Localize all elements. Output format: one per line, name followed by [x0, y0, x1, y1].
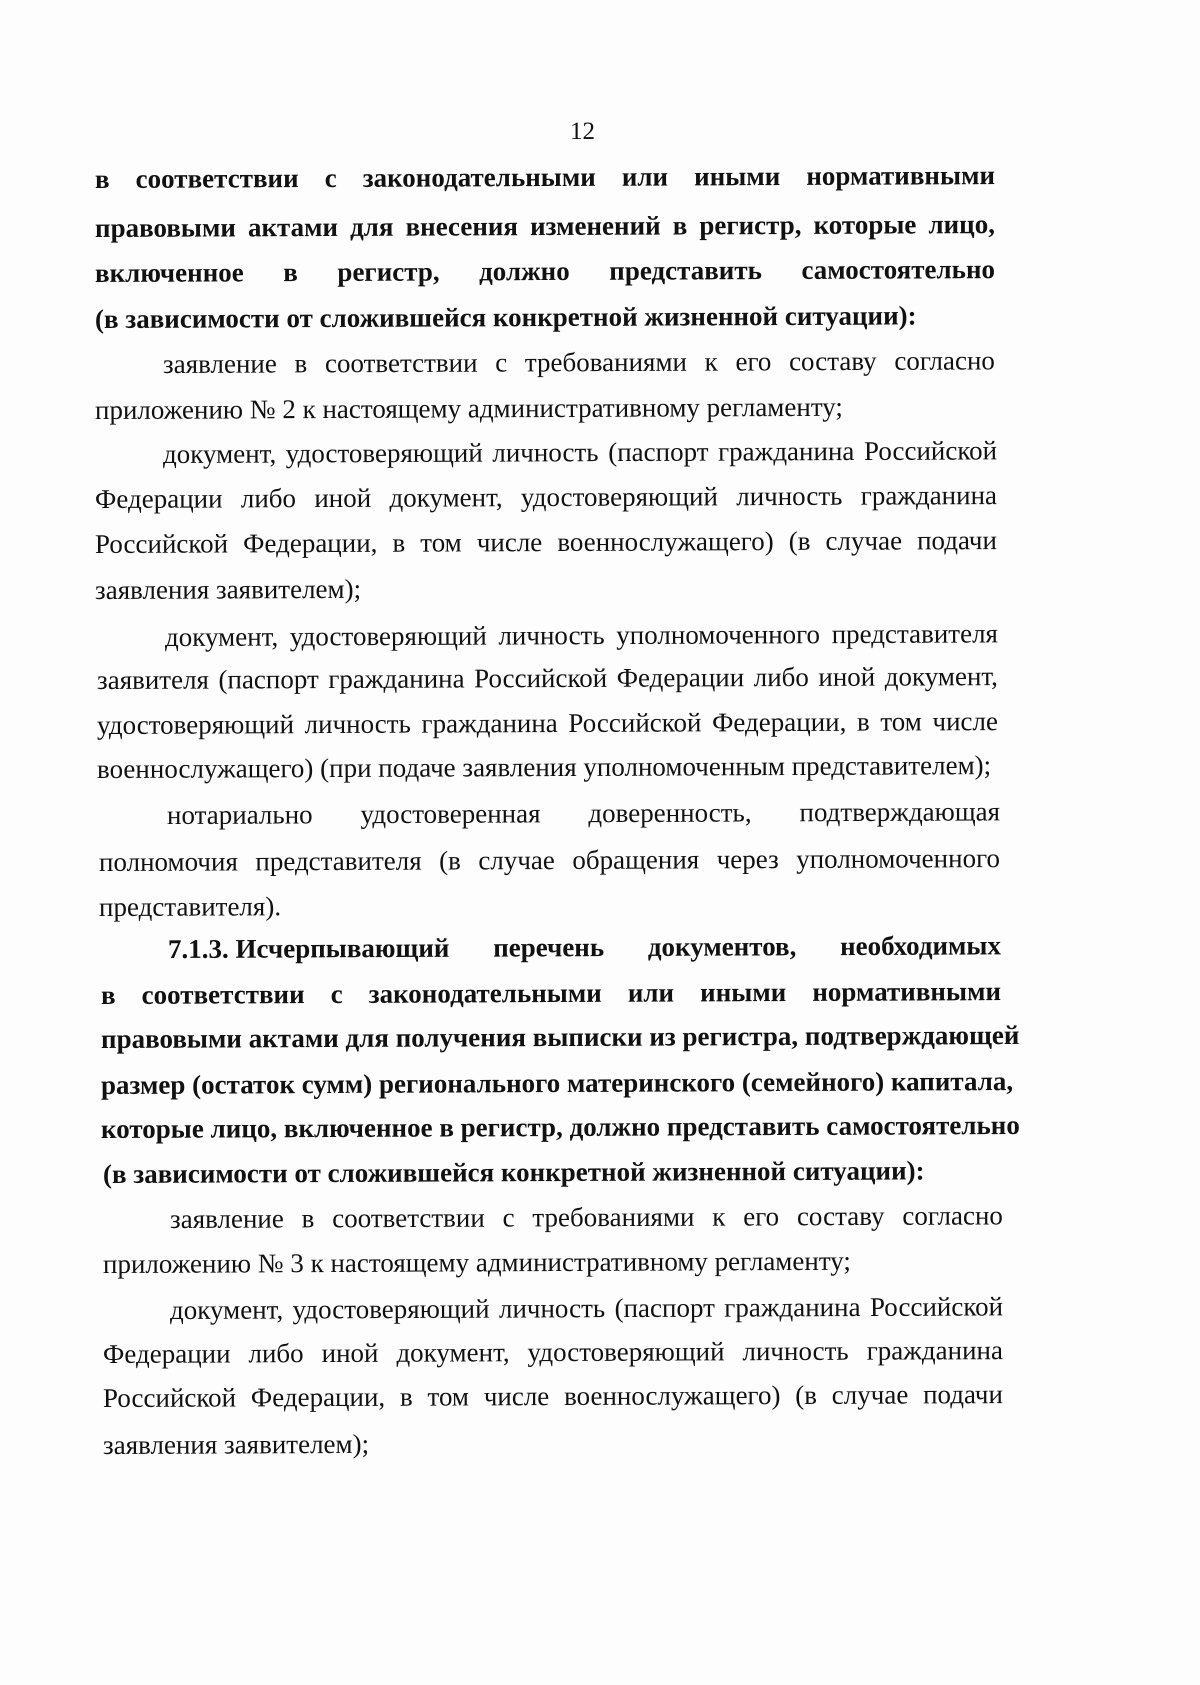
word: документ, — [169, 1294, 284, 1325]
word: лицо, — [928, 209, 995, 240]
word: включенное — [94, 257, 244, 288]
word: нормативными — [806, 160, 996, 191]
word: к — [704, 346, 718, 377]
word: удостоверяющий — [285, 437, 483, 469]
word: том — [427, 1381, 470, 1412]
word: 7.1.3. Исчерпывающий — [167, 932, 450, 964]
word: законодательными — [362, 161, 596, 193]
word: в — [100, 979, 116, 1010]
word: доверенность, — [588, 797, 752, 829]
word: гражданина — [328, 663, 465, 694]
word: гражданина — [724, 1291, 861, 1323]
word: личность — [304, 708, 411, 740]
word: регистр, — [337, 256, 440, 287]
word: перечень — [493, 932, 605, 963]
word: актами — [247, 211, 339, 243]
word: иной — [321, 1337, 379, 1369]
word: к — [712, 1201, 726, 1232]
word: соответствии — [324, 347, 478, 379]
word: Российской — [869, 1291, 1004, 1322]
text-line: заявления заявителем); — [102, 1428, 370, 1460]
word: гражданина — [421, 707, 558, 739]
text-line: правовыми актами для получения выписки из регистра, подтверждающей — [100, 1019, 1020, 1054]
text-line: приложению № 2 к настоящему административному регламенту; — [94, 391, 843, 425]
word: изменений — [529, 210, 661, 242]
word: требованиями — [524, 346, 688, 378]
word: военнослужащего) — [563, 1380, 781, 1411]
word: составу — [788, 345, 877, 377]
word: законодательными — [368, 977, 602, 1009]
word: Российской — [474, 662, 608, 694]
word: представителя — [255, 845, 422, 877]
word: в — [856, 706, 870, 737]
word: личность — [736, 480, 843, 512]
word: в — [294, 348, 308, 379]
word: соответствии — [141, 979, 305, 1010]
word: либо — [753, 661, 809, 693]
text-line: заявления заявителем); — [94, 573, 362, 605]
word: либо — [240, 483, 297, 514]
word: личность — [498, 620, 605, 651]
word: соответствии — [332, 1202, 485, 1234]
text-line: представителя). — [98, 891, 282, 922]
word: документ, — [164, 621, 279, 652]
text-line — [95, 158, 995, 196]
word: либо — [248, 1338, 304, 1369]
word: (в — [788, 525, 811, 556]
word: Российской — [568, 707, 702, 738]
word: Федерации — [102, 1338, 231, 1369]
word: в — [399, 1381, 413, 1412]
word: (в — [439, 845, 461, 876]
text-line — [95, 523, 997, 561]
word: с — [502, 1202, 515, 1233]
word: иной — [818, 661, 876, 692]
word: иной — [314, 482, 372, 514]
word: числе — [476, 527, 543, 558]
word: согласно — [894, 345, 995, 376]
word: числе — [483, 1381, 550, 1412]
text-line — [163, 433, 997, 471]
word: гражданина — [860, 480, 998, 511]
word: с — [330, 978, 343, 1009]
word: документ, — [389, 482, 503, 513]
word: Федерации, — [243, 527, 378, 559]
word: (паспорт — [218, 664, 319, 695]
text-line: (в зависимости от сложившейся конкретной жизненной ситуации): — [102, 1155, 925, 1189]
word: Федерации, — [250, 1381, 386, 1413]
word: числе — [932, 706, 999, 737]
word: удостоверяющий — [527, 1336, 725, 1368]
word: Российской — [102, 1382, 237, 1413]
text-line — [170, 1198, 1003, 1236]
word: в — [672, 210, 688, 241]
word: представителя — [831, 618, 999, 650]
word: уполномоченного — [796, 843, 1001, 874]
word: в — [283, 257, 298, 288]
word: подачи — [917, 525, 997, 556]
word: том — [420, 527, 462, 558]
text-line — [95, 478, 997, 516]
word: Федерации — [94, 483, 223, 514]
word: или — [627, 977, 675, 1008]
word: удостоверяющий — [520, 481, 718, 513]
word: с — [495, 347, 508, 378]
word: удостоверяющий — [96, 709, 295, 740]
word: военнослужащего) — [557, 526, 774, 557]
word: регистр, — [699, 209, 802, 241]
word: самостоятельно — [801, 254, 996, 285]
word: личность — [492, 437, 599, 468]
word: Федерации, — [711, 706, 847, 738]
text-line — [167, 794, 1000, 832]
word: в — [94, 163, 110, 194]
word: представить — [609, 255, 762, 286]
word: (паспорт — [608, 436, 709, 468]
text-line — [103, 1377, 1003, 1415]
word: удостоверяющий — [289, 620, 487, 652]
word: подачи — [923, 1379, 1003, 1410]
word: в — [301, 1203, 315, 1234]
word: уполномоченного — [616, 619, 821, 651]
word: удостоверяющий — [292, 1293, 490, 1325]
text-line: (в зависимости от сложившейся конкретной жизненной ситуации): — [94, 300, 917, 334]
word: нотариально — [166, 799, 313, 830]
word: необходимых — [840, 930, 1002, 962]
text-line — [103, 1333, 1003, 1371]
word: через — [716, 844, 779, 875]
word: правовыми — [94, 212, 236, 243]
word: личность — [742, 1335, 849, 1367]
word: случае — [831, 1379, 909, 1410]
word: которые — [813, 209, 917, 240]
word: Российской — [94, 528, 229, 559]
text-line — [170, 1289, 1003, 1327]
page-number: 12 — [570, 118, 595, 145]
word: документ, — [396, 1337, 510, 1368]
word: нормативными — [812, 976, 1002, 1007]
text-line: которые лицо, включенное в регистр, должно представить самостоятельно — [100, 1109, 1020, 1144]
word: Федерации — [616, 662, 745, 693]
word: документ, — [884, 661, 998, 692]
text-line — [101, 974, 1001, 1012]
word: внесения — [405, 211, 519, 242]
word: согласно — [902, 1200, 1003, 1231]
word: его — [735, 346, 772, 377]
word: для — [350, 211, 394, 242]
word: его — [743, 1201, 780, 1232]
word: или — [621, 161, 669, 192]
word: в — [392, 527, 406, 558]
word: с — [324, 162, 337, 193]
word: иными — [700, 977, 787, 1008]
word: (паспорт — [614, 1292, 715, 1324]
word: подтверждающая — [799, 796, 1001, 828]
text-line — [165, 616, 998, 654]
word: документ, — [162, 438, 277, 469]
text-line — [95, 207, 995, 245]
text-line — [99, 841, 1000, 879]
text-line: размер (остаток сумм) регионального материнского (семейного) капитала, — [100, 1066, 1014, 1100]
word: (в — [795, 1379, 818, 1410]
word: обращения — [572, 844, 700, 875]
word: составу — [796, 1200, 885, 1232]
word: гражданина — [866, 1335, 1003, 1366]
word: документов, — [647, 931, 797, 962]
text-line: приложению № 3 к настоящему административному регламенту; — [102, 1245, 851, 1279]
text-line — [95, 252, 995, 290]
word: случае — [478, 845, 555, 876]
word: иными — [694, 161, 781, 192]
text-line: военнослужащего) (при подаче заявления уполномоченным представителем); — [96, 750, 992, 784]
word: Российской — [863, 435, 998, 466]
word: полномочия — [98, 846, 238, 877]
text-line — [168, 928, 1001, 966]
word: заявление — [162, 348, 277, 379]
text-line — [163, 343, 995, 381]
text-line — [97, 659, 998, 697]
word: заявителя — [96, 664, 210, 695]
word: случае — [825, 525, 903, 556]
word: том — [880, 706, 922, 737]
word: гражданина — [718, 435, 855, 467]
word: личность — [498, 1293, 606, 1324]
word: удостоверенная — [360, 798, 541, 830]
text-line — [97, 704, 998, 742]
word: соответствии — [135, 163, 299, 194]
word: должно — [479, 255, 570, 287]
word: заявление — [169, 1203, 284, 1234]
word: требованиями — [532, 1201, 695, 1233]
